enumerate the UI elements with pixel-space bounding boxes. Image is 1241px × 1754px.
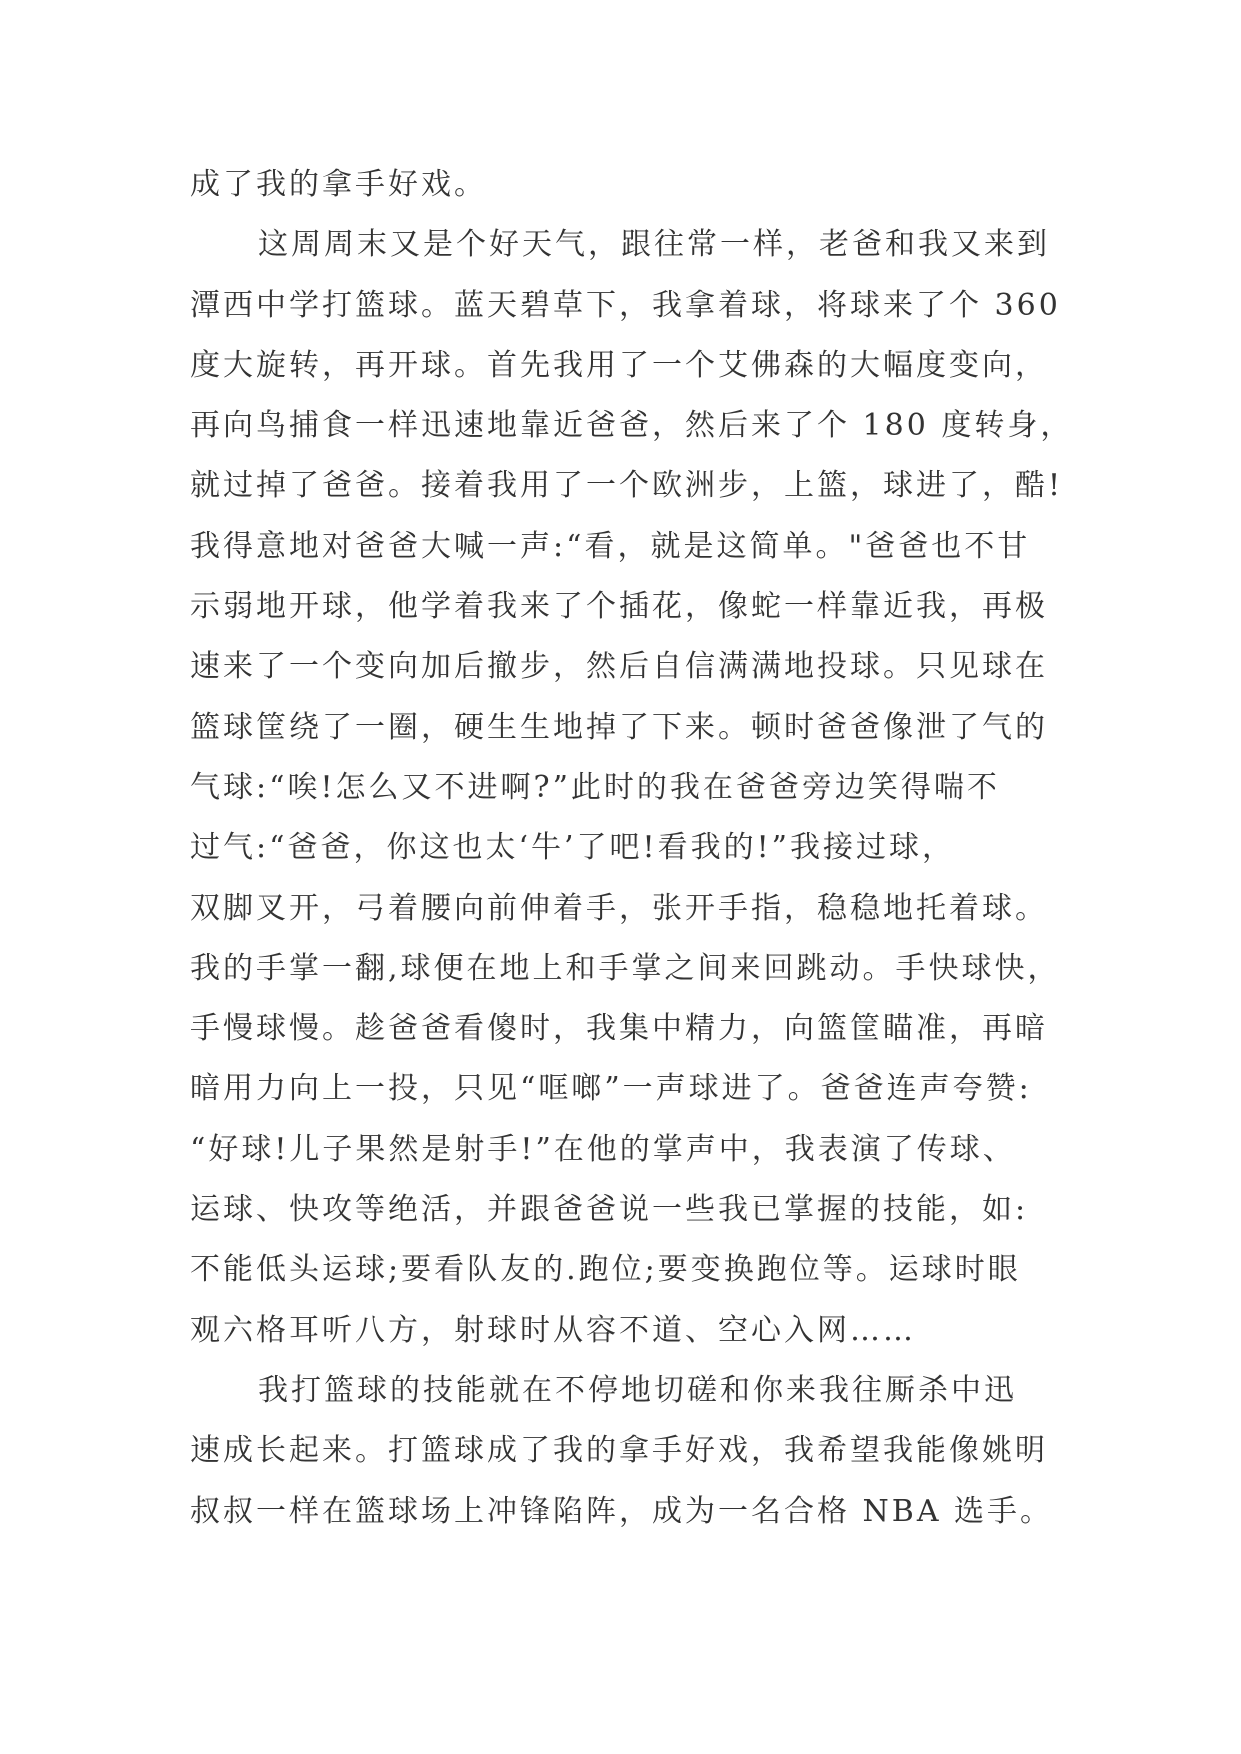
- text-line: 我得意地对爸爸大喊一声:“看，就是这简单。"爸爸也不甘: [190, 528, 1031, 564]
- text-line: 再向鸟捕食一样迅速地靠近爸爸，然后来了个 180 度转身，: [190, 408, 1074, 444]
- text-line: 就过掉了爸爸。接着我用了一个欧洲步，上篮，球进了，酷!: [190, 468, 1064, 504]
- text-line: 观六格耳听八方，射球时从容不道、空心入网……: [190, 1312, 916, 1348]
- text-line: 不能低头运球;要看队友的.跑位;要变换跑位等。运球时眼: [190, 1252, 1021, 1288]
- paragraph-first-line: 这周周末又是个好天气，跟往常一样，老爸和我又来到: [258, 227, 1050, 263]
- text-line: 运球、快攻等绝活，并跟爸爸说一些我已掌握的技能，如:: [190, 1192, 1029, 1228]
- text-line: 示弱地开球，他学着我来了个插花，像蛇一样靠近我，再极: [190, 589, 1048, 625]
- text-line: “好球!儿子果然是射手!”在他的掌声中，我表演了传球、: [190, 1131, 1016, 1167]
- text-line: 暗用力向上一投，只见“哐啷”一声球进了。爸爸连声夸赞:: [190, 1071, 1032, 1107]
- text-line: 过气:“爸爸，你这也太‘牛’了吧!看我的!”我接过球，: [190, 830, 955, 866]
- text-line: 度大旋转，再开球。首先我用了一个艾佛森的大幅度变向，: [190, 347, 1048, 383]
- text-line: 速来了一个变向加后撤步，然后自信满满地投球。只见球在: [190, 649, 1048, 685]
- text-line: 成了我的拿手好戏。: [190, 167, 487, 202]
- essay-body: [190, 155, 1074, 1542]
- text-line: 速成长起来。打篮球成了我的拿手好戏，我希望我能像姚明: [190, 1433, 1048, 1469]
- text-line: 手慢球慢。趁爸爸看傻时，我集中精力，向篮筐瞄准，再暗: [190, 1011, 1048, 1047]
- text-line: 叔叔一样在篮球场上冲锋陷阵，成为一名合格 NBA 选手。: [190, 1493, 1054, 1529]
- text-line: 篮球筐绕了一圈，硬生生地掉了下来。顿时爸爸像泄了气的: [190, 709, 1048, 745]
- text-line: 潭西中学打篮球。蓝天碧草下，我拿着球，将球来了个 360: [190, 287, 1061, 323]
- paragraph-first-line: 我打篮球的技能就在不停地切磋和你来我往厮杀中迅: [258, 1372, 1017, 1408]
- text-line: 我的手掌一翻,球便在地上和手掌之间来回跳动。手快球快，: [190, 950, 1061, 986]
- text-line: 气球:“唉!怎么又不进啊?”此时的我在爸爸旁边笑得喘不: [190, 769, 1000, 805]
- text-line: 双脚叉开，弓着腰向前伸着手，张开手指，稳稳地托着球。: [190, 890, 1048, 926]
